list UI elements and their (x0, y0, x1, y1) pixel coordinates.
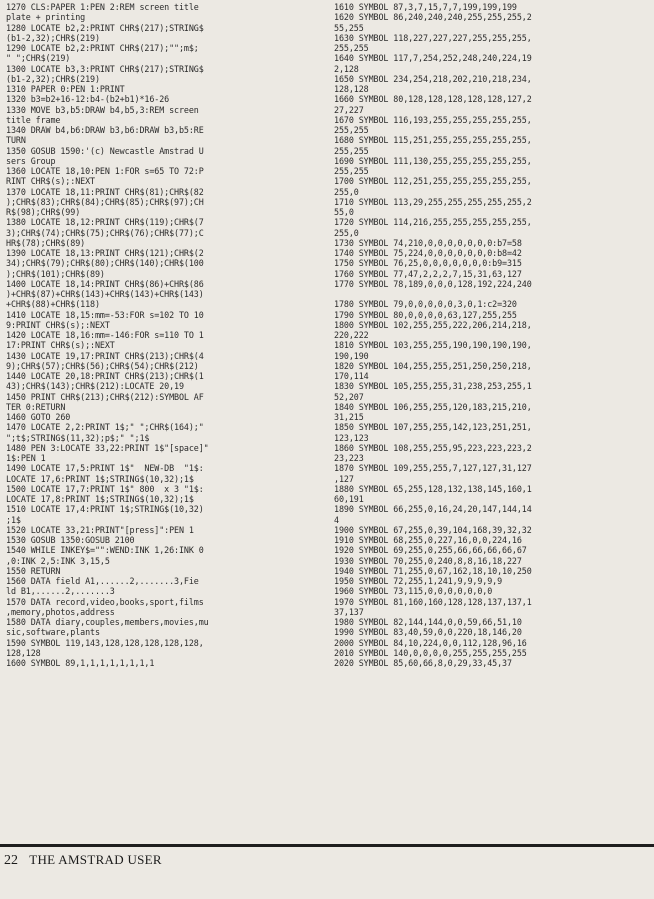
listing-line: 1870 SYMBOL 109,255,255,7,127,127,31,127 (334, 463, 532, 474)
listing-line: 1780 SYMBOL 79,0,0,0,0,0,3,0,1:c2=320 (334, 299, 517, 310)
listing-line: 1850 SYMBOL 107,255,255,142,123,251,251, (334, 422, 532, 433)
listing-line: plate + printing (6, 12, 86, 23)
listing-line: 1710 SYMBOL 113,29,255,255,255,255,255,2 (334, 196, 532, 207)
listing-line: 1390 LOCATE 18,13:PRINT CHR$(121);CHR$(2 (6, 248, 204, 258)
listing-line: LOCATE 17,8:PRINT 1$;STRING$(10,32);1$ (6, 494, 194, 504)
listing-line: 1810 SYMBOL 103,255,255,190,190,190,190, (334, 340, 532, 351)
listing-line: 1360 LOCATE 18,10:PEN 1:FOR s=65 TO 72:P (6, 166, 204, 176)
listing-line: 1450 PRINT CHR$(213);CHR$(212):SYMBOL AF (6, 391, 204, 402)
listing-line: 1570 DATA record,video,books,sport,films (6, 596, 204, 607)
listing-line: 1940 SYMBOL 71,255,0,67,162,18,10,10,250 (334, 565, 532, 576)
listing-line: 255,255 (334, 125, 369, 135)
listing-line: sic,software,plants (6, 627, 100, 638)
footer-rule (0, 844, 654, 847)
listing-line: 1750 SYMBOL 76,25,0,0,0,0,0,0,0:b9=315 (334, 258, 522, 269)
listing-line: 1740 SYMBOL 75,224,0,0,0,0,0,0,0:b8=42 (334, 248, 522, 258)
listing-line: 1960 SYMBOL 73,115,0,0,0,0,0,0,0 (334, 586, 493, 597)
listing-line: sers Group (6, 155, 56, 166)
listing-line: 1520 LOCATE 33,21:PRINT"[press]":PEN 1 (6, 524, 194, 535)
listing-line: 1760 SYMBOL 77,47,2,2,2,7,15,31,63,127 (334, 268, 522, 279)
listing-line: 1440 LOCATE 20,18:PRINT CHR$(213);CHR$(1 (6, 371, 204, 381)
listing-line: 3);CHR$(74);CHR$(75);CHR$(76);CHR$(77);C (6, 227, 204, 238)
listing-line: 1650 SYMBOL 234,254,218,202,210,218,234, (334, 73, 532, 84)
listing-line: TER 0:RETURN (6, 401, 66, 412)
listing-line: 2010 SYMBOL 140,0,0,0,0,255,255,255,255 (334, 647, 527, 658)
listing-line: R$(98);CHR$(99) (6, 207, 81, 217)
page-footer (4, 852, 162, 869)
listing-line: 1560 DATA field A1,......2,.......3,Fie (6, 576, 199, 586)
listing-line: 1970 SYMBOL 81,160,160,128,128,137,137,1 (334, 596, 532, 607)
listing-line: title frame (6, 114, 61, 125)
listing-line: 1530 GOSUB 1350:GOSUB 2100 (6, 535, 135, 545)
listing-line: LOCATE 17,6:PRINT 1$;STRING$(10,32);1$ (6, 473, 194, 484)
listing-line: 9:PRINT CHR$(s);:NEXT (6, 319, 110, 330)
listing-line: 1980 SYMBOL 82,144,144,0,0,59,66,51,10 (334, 617, 522, 627)
listing-line: 1510 LOCATE 17,4:PRINT 1$;STRING$(10,32) (6, 504, 204, 515)
listing-line: 1590 SYMBOL 119,143,128,128,128,128,128, (6, 637, 204, 648)
listing-line: 190,190 (334, 350, 369, 361)
listing-line: 1290 LOCATE b2,2:PRINT CHR$(217);"";m$; (6, 43, 199, 53)
listing-line: 1$:PEN 1 (6, 453, 46, 463)
page-number: 22 (4, 853, 18, 868)
listing-line: 1770 SYMBOL 78,189,0,0,0,128,192,224,240 (334, 278, 532, 289)
listing-line: 1830 SYMBOL 105,255,255,31,238,253,255,1 (334, 381, 532, 392)
listing-line: " ";CHR$(219) (6, 53, 71, 64)
listing-line: 1370 LOCATE 18,11:PRINT CHR$(81);CHR$(82 (6, 186, 204, 197)
listing-line: (b1-2,32);CHR$(219) (6, 32, 100, 43)
listing-line: 1890 SYMBOL 66,255,0,16,24,20,147,144,14 (334, 504, 532, 515)
listing-line: 1350 GOSUB 1590:'(c) Newcastle Amstrad U (6, 145, 204, 156)
listing-line: 1430 LOCATE 19,17:PRINT CHR$(213);CHR$(4 (6, 350, 204, 361)
listing-line: ";t$;STRING$(11,32);p$;" ";1$ (6, 432, 150, 443)
listing-line: 1690 SYMBOL 111,130,255,255,255,255,255, (334, 155, 532, 166)
listing-line: 1330 MOVE b3,b5:DRAW b4,b5,3:REM screen (6, 104, 199, 115)
listing-line: 255,0 (334, 227, 359, 238)
program-listing-right-column (334, 2, 652, 668)
listing-line: )+CHR$(87)+CHR$(143)+CHR$(143)+CHR$(143) (6, 289, 204, 299)
listing-line: 1950 SYMBOL 72,255,1,241,9,9,9,9,9 (334, 576, 503, 586)
listing-line: 170,114 (334, 371, 369, 381)
listing-line: 1300 LOCATE b3,3:PRINT CHR$(217);STRING$ (6, 63, 204, 74)
listing-line: 1990 SYMBOL 83,40,59,0,0,220,18,146,20 (334, 627, 522, 638)
listing-line: ld B1,......2,.......3 (6, 586, 115, 597)
listing-line: 1280 LOCATE b2,2:PRINT CHR$(217);STRING$ (6, 22, 204, 33)
listing-line: 55,0 (334, 207, 354, 217)
listing-line: 2000 SYMBOL 84,10,224,0,0,112,128,96,16 (334, 637, 527, 648)
listing-line: 1410 LOCATE 18,15:mm=-53:FOR s=102 TO 10 (6, 309, 204, 320)
listing-line: 1600 SYMBOL 89,1,1,1,1,1,1,1,1 (6, 658, 155, 668)
listing-line: 1310 PAPER 0:PEN 1:PRINT (6, 84, 125, 94)
listing-line: 31,215 (334, 412, 364, 422)
listing-line: 1790 SYMBOL 80,0,0,0,0,63,127,255,255 (334, 309, 517, 320)
listing-line: 255,0 (334, 186, 359, 197)
listing-line: +CHR$(88)+CHR$(118) (6, 299, 100, 310)
listing-line: 1820 SYMBOL 104,255,255,251,250,250,218, (334, 360, 532, 371)
listing-line: 1930 SYMBOL 70,255,0,240,8,8,16,18,227 (334, 555, 522, 566)
listing-line: 2,128 (334, 63, 359, 74)
listing-line: ,0:INK 2,5:INK 3,15,5 (6, 555, 110, 566)
magazine-title: THE AMSTRAD USER (29, 852, 162, 867)
listing-line: 220,222 (334, 330, 369, 340)
listing-line: 1540 WHILE INKEY$="":WEND:INK 1,26:INK 0 (6, 545, 204, 556)
listing-line: 1880 SYMBOL 65,255,128,132,138,145,160,1 (334, 483, 532, 494)
listing-line: 1550 RETURN (6, 565, 61, 576)
listing-line: 1580 DATA diary,couples,members,movies,mu (6, 617, 209, 627)
listing-line: 1840 SYMBOL 106,255,255,120,183,215,210, (334, 401, 532, 412)
listing-line: 1720 SYMBOL 114,216,255,255,255,255,255, (334, 217, 532, 228)
listing-line: 123,123 (334, 432, 369, 443)
listing-line: 4 (334, 514, 339, 525)
listing-line: 255,255 (334, 166, 369, 176)
listing-line: 128,128 (6, 647, 41, 658)
listing-line: 27,227 (334, 104, 364, 115)
listing-line: 1470 LOCATE 2,2:PRINT 1$;" ";CHR$(164);" (6, 422, 204, 433)
listing-line: );CHR$(101);CHR$(89) (6, 268, 105, 279)
listing-line: 9);CHR$(57);CHR$(56);CHR$(54);CHR$(212) (6, 360, 199, 371)
listing-line: 1340 DRAW b4,b6:DRAW b3,b6:DRAW b3,b5:RE (6, 125, 204, 135)
listing-line: 1910 SYMBOL 68,255,0,227,16,0,0,224,16 (334, 535, 522, 545)
listing-line: 1680 SYMBOL 115,251,255,255,255,255,255, (334, 135, 532, 146)
listing-line: 23,223 (334, 453, 364, 463)
listing-line: 1400 LOCATE 18,14:PRINT CHR$(86)+CHR$(86 (6, 278, 204, 289)
listing-line: 34);CHR$(79);CHR$(80);CHR$(140);CHR$(100 (6, 258, 204, 269)
listing-line: 2020 SYMBOL 85,60,66,8,0,29,33,45,37 (334, 658, 512, 668)
listing-line: 1800 SYMBOL 102,255,255,222,206,214,218, (334, 319, 532, 330)
listing-line: 1670 SYMBOL 116,193,255,255,255,255,255, (334, 114, 532, 125)
listing-line: 1380 LOCATE 18,12:PRINT CHR$(119);CHR$(7 (6, 217, 204, 228)
listing-line: HR$(78);CHR$(89) (6, 237, 86, 248)
listing-line: ,memory,photos,address (6, 606, 115, 617)
listing-line: 1660 SYMBOL 80,128,128,128,128,128,127,2 (334, 94, 532, 105)
listing-line: TURN (6, 135, 26, 146)
listing-line: 1920 SYMBOL 69,255,0,255,66,66,66,66,67 (334, 545, 527, 556)
listing-line: 1730 SYMBOL 74,210,0,0,0,0,0,0,0:b7=58 (334, 237, 522, 248)
listing-line: );CHR$(83);CHR$(84);CHR$(85);CHR$(97);CH (6, 196, 204, 207)
listing-line: 52,207 (334, 391, 364, 402)
listing-line: 1610 SYMBOL 87,3,7,15,7,7,199,199,199 (334, 2, 517, 12)
listing-line: 55,255 (334, 22, 364, 33)
listing-line: 1460 GOTO 260 (6, 412, 71, 422)
listing-line: 1900 SYMBOL 67,255,0,39,104,168,39,32,32 (334, 524, 532, 535)
listing-line: 43);CHR$(143);CHR$(212):LOCATE 20,19 (6, 381, 184, 392)
listing-line: ,127 (334, 473, 354, 484)
listing-line: 37,137 (334, 606, 364, 617)
listing-line: 1620 SYMBOL 86,240,240,240,255,255,255,2 (334, 12, 532, 23)
listing-line (334, 289, 652, 299)
listing-line: 1490 LOCATE 17,5:PRINT 1$" NEW-DB "1$: (6, 463, 204, 474)
listing-line: ;1$ (6, 514, 21, 525)
listing-line: (b1-2,32);CHR$(219) (6, 73, 100, 84)
listing-line: 1860 SYMBOL 108,255,255,95,223,223,223,2 (334, 442, 532, 453)
listing-line: 128,128 (334, 84, 369, 94)
listing-line: 60,191 (334, 494, 364, 504)
listing-line: 1700 SYMBOL 112,251,255,255,255,255,255, (334, 176, 532, 187)
listing-line: 255,255 (334, 145, 369, 156)
listing-line: RINT CHR$(s);:NEXT (6, 176, 95, 187)
listing-line: 1640 SYMBOL 117,7,254,252,248,240,224,19 (334, 53, 532, 64)
listing-line: 1630 SYMBOL 118,227,227,227,255,255,255, (334, 32, 532, 43)
listing-line: 1320 b3=b2+16-12:b4-(b2+b1)*16-26 (6, 94, 170, 105)
program-listing-left-column (6, 2, 328, 668)
listing-line: 1500 LOCATE 17,7:PRINT 1$" 800 x 3 "1$: (6, 483, 204, 494)
listing-line: 1420 LOCATE 18,16:mm=-146:FOR s=110 TO 1 (6, 330, 204, 340)
listing-line: 1270 CLS:PAPER 1:PEN 2:REM screen title (6, 2, 199, 12)
listing-line: 1480 PEN 3:LOCATE 33,22:PRINT 1$"[space]" (6, 442, 209, 453)
listing-line: 17:PRINT CHR$(s);:NEXT (6, 340, 115, 351)
listing-line: 255,255 (334, 43, 369, 53)
